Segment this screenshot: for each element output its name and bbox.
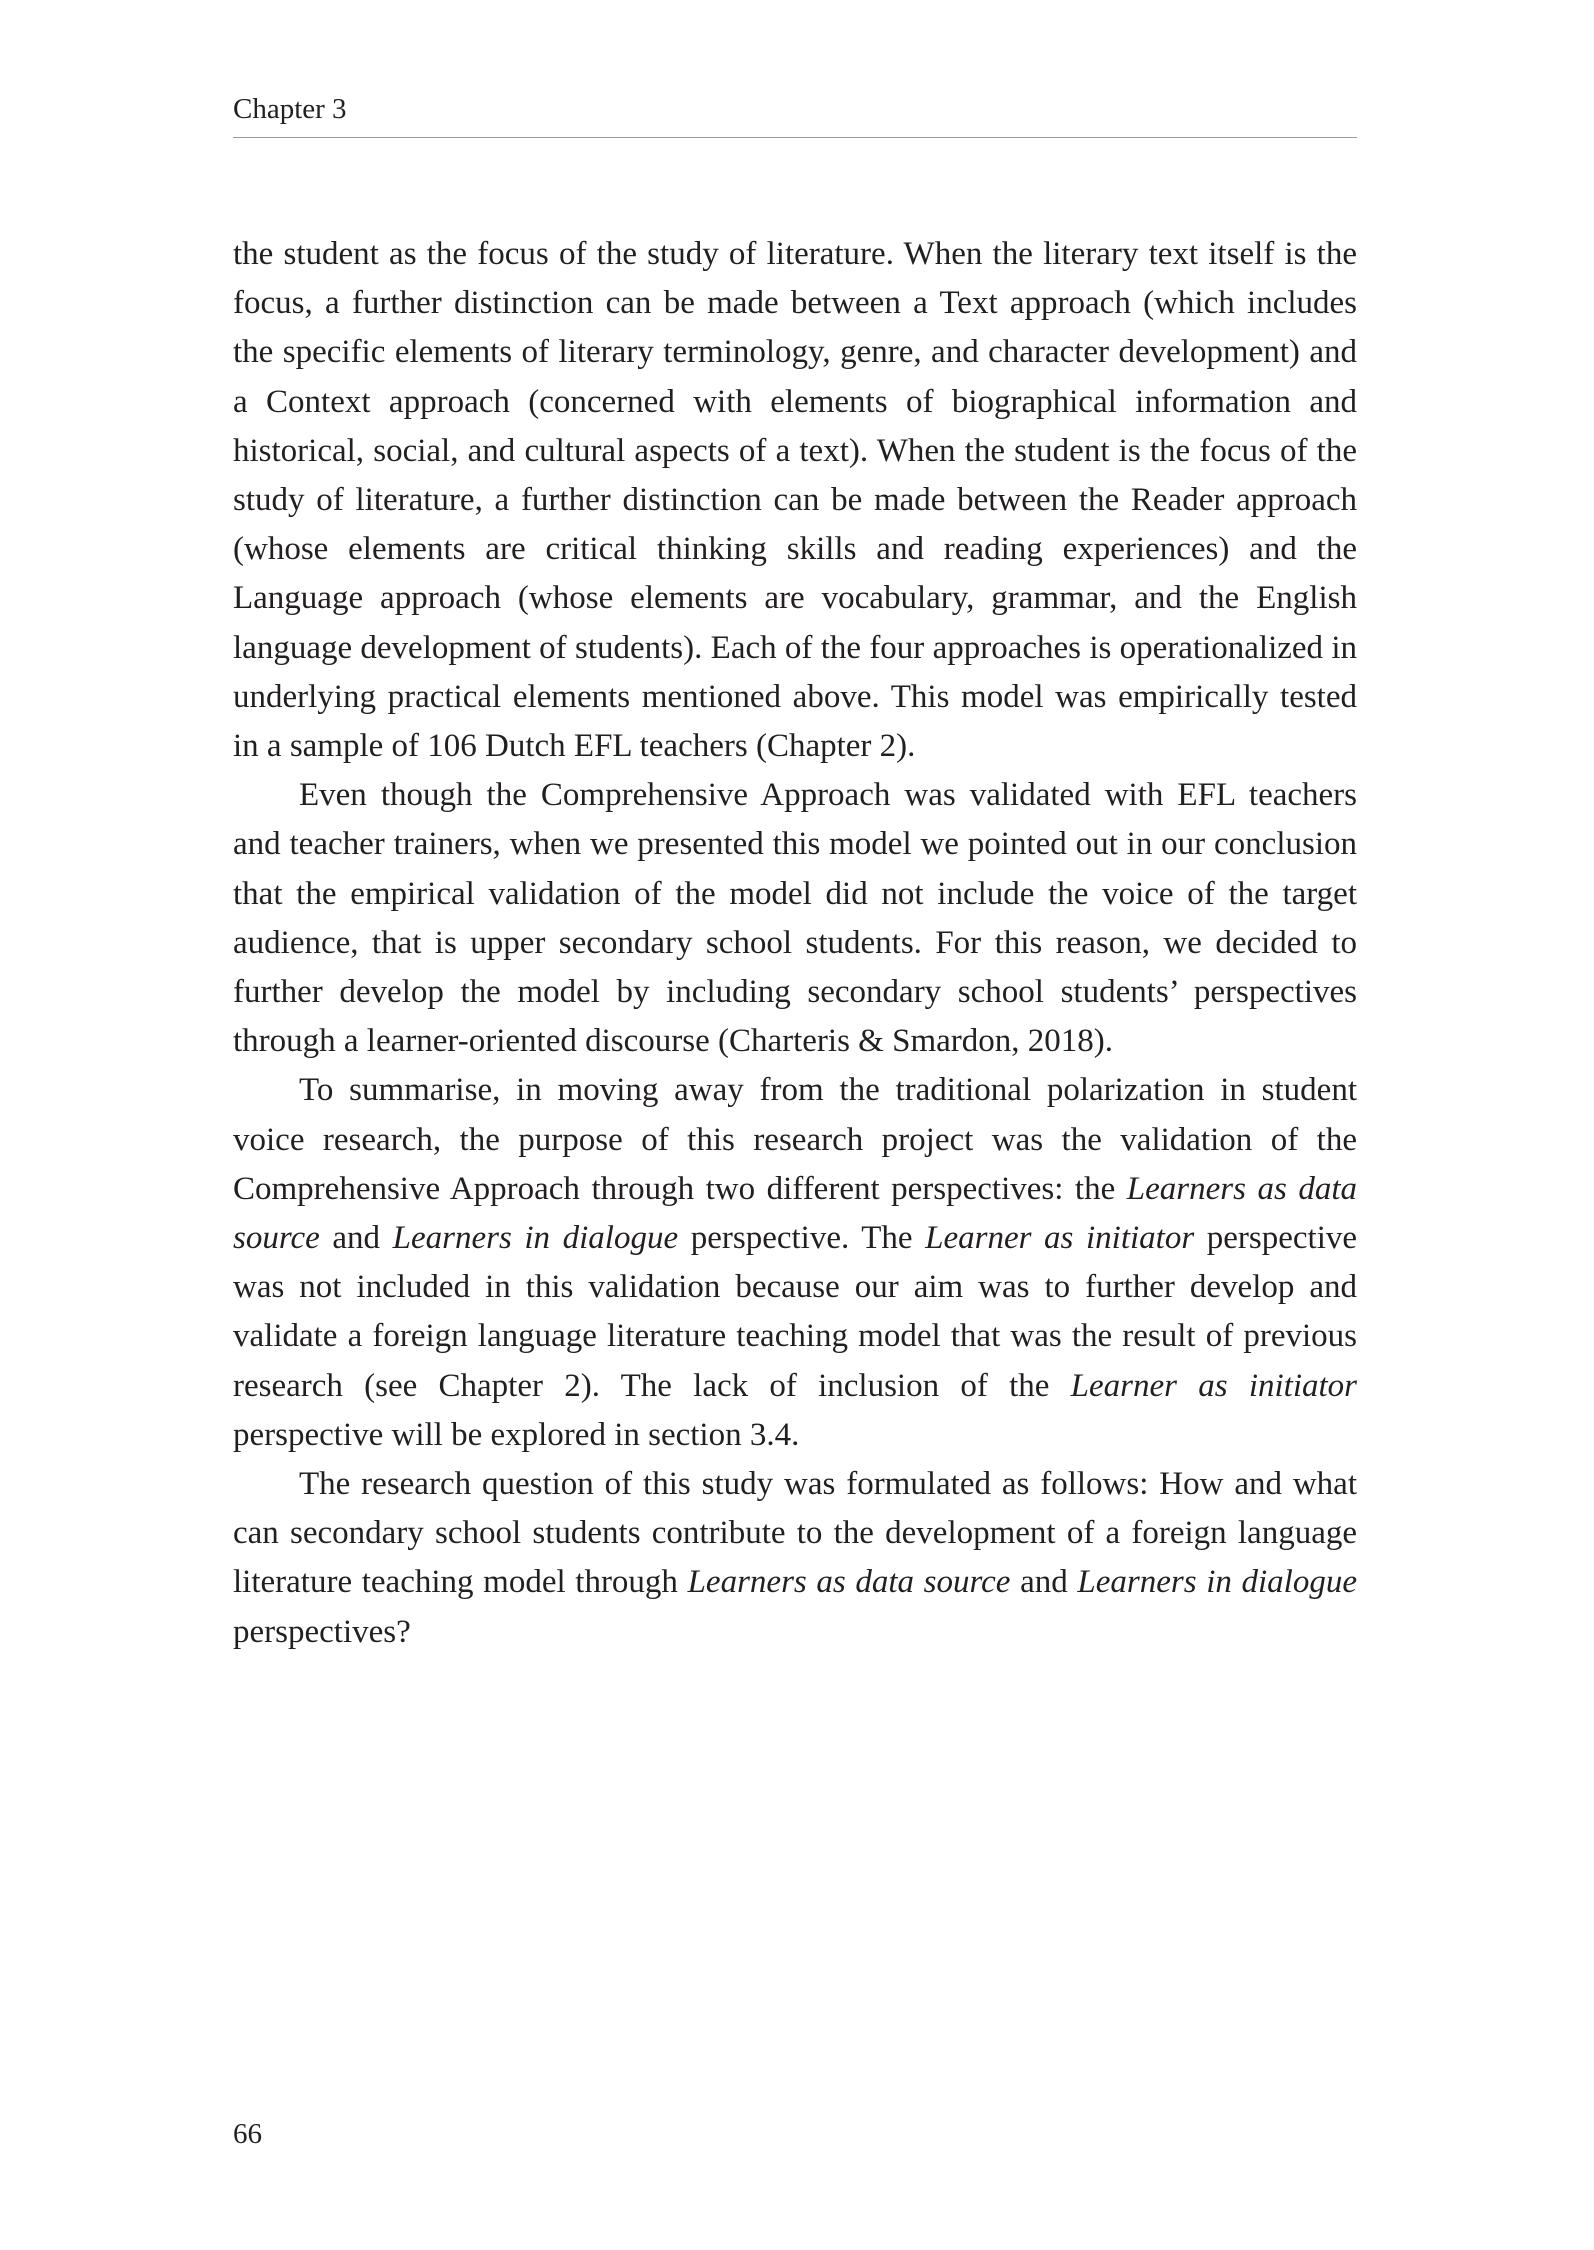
italic-term: Learners in dialogue — [392, 1220, 679, 1257]
paragraph-text: and — [319, 1220, 393, 1257]
paragraph-text: Even though the Comprehensive Approach was validated with EFL teachers and teacher trainers, when we presented this model we pointed out in our conclusion that the empirical validation of the model did not include the voice of the target audience, that is upper secondary school students. For this reason, we decided to further develop the model by including secondary school students’ perspectives through a learner-oriented discourse (Charteris & Smardon, 2018). — [233, 777, 1357, 1060]
paragraph-text: perspective will be explored in section 3.4. — [233, 1416, 800, 1453]
paragraph-text: perspectives? — [233, 1613, 411, 1650]
running-head — [233, 92, 1357, 138]
chapter-title: Chapter 3 — [233, 93, 347, 125]
italic-term: Learners as data source — [687, 1564, 1011, 1601]
paragraph-text: perspective. The — [678, 1220, 926, 1257]
italic-term: Learner as initiator — [1070, 1367, 1358, 1404]
paragraph — [233, 1066, 1357, 1460]
paragraph — [233, 1460, 1357, 1657]
paragraph — [233, 230, 1357, 771]
paragraph-text: the student as the focus of the study of literature. When the literary text itself is the focus, a further distinction can be made between a Text approach (which includes the specific elements of literary terminology, genre, and character development) and a Context approach (concerned with elements of biographical information and historical, social, and cultural aspects of a text). When the student is the focus of the study of literature, a further distinction can be made between the Reader approach (whose elements are critical thinking skills and reading experiences) and the Language approach (whose elements are vocabulary, grammar, and the English language development of students). Each of the four approaches is operationalized in underlying practical elements mentioned above. This model was empirically tested in a sample of 106 Dutch EFL teachers (Chapter 2). — [233, 236, 1357, 765]
body-text — [233, 230, 1357, 1657]
paragraph-text: To summarise, in moving away from the traditional polarization in student voice research, the purpose of this research project was the validation of the Comprehensive Approach through two different perspectives: the — [233, 1072, 1357, 1207]
italic-term: Learners in dialogue — [1077, 1564, 1357, 1601]
page-number: 66 — [233, 2118, 262, 2150]
paragraph — [233, 771, 1357, 1066]
paragraph-text: The research question of this study was formulated as follows: How and what can secondary school students contribute to the development of a foreign language literature teaching model through — [233, 1466, 1357, 1601]
paragraph-text: and — [1010, 1564, 1078, 1601]
paragraph-text: perspective was not included in this validation because our aim was to further develop and validate a foreign language literature teaching model that was the result of previous research (see Chapter 2). The lack of inclusion of the — [233, 1220, 1358, 1404]
italic-term: Learner as initiator — [925, 1220, 1195, 1257]
italic-term: Learners as data source — [233, 1170, 1357, 1257]
